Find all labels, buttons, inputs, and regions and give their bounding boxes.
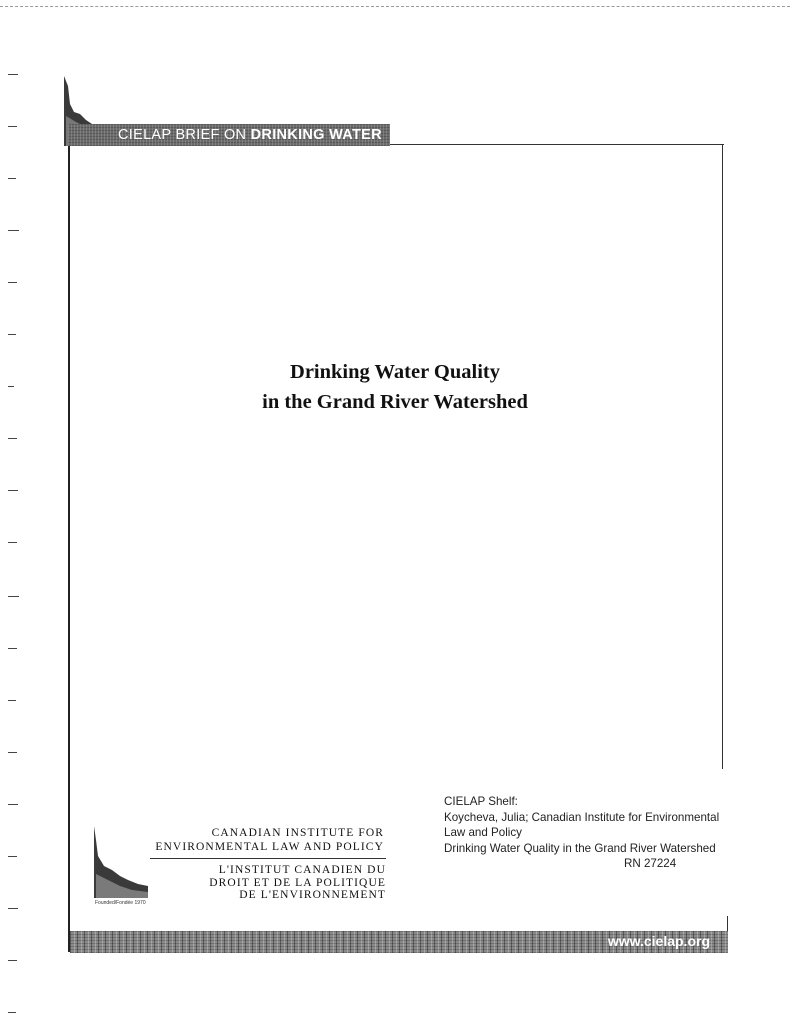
footer-url: www.cielap.org (607, 933, 710, 949)
document-title-line1: Drinking Water Quality (290, 361, 500, 383)
shelf-info (444, 794, 774, 872)
org-english-line2: ENVIRONMENTAL LAW AND POLICY (155, 841, 384, 853)
document-title (150, 357, 640, 417)
org-name-english (128, 826, 384, 854)
org-french-line1: L'INSTITUT CANADIEN DU (218, 864, 386, 876)
frame-right-border (722, 144, 723, 769)
shelf-doc-title: Drinking Water Quality in the Grand River Watershed (444, 841, 716, 855)
frame-left-border (68, 146, 70, 952)
shelf-label: CIELAP Shelf: (444, 795, 518, 808)
shelf-authors-line1: Koycheva, Julia; Canadian Institute for Environmental (444, 810, 720, 824)
footer-band (70, 931, 728, 953)
header-banner (68, 124, 390, 146)
org-english-line1: CANADIAN INSTITUTE FOR (211, 827, 384, 839)
org-divider (150, 858, 386, 859)
org-french-line3: DE L'ENVIRONNEMENT (239, 889, 386, 901)
document-title-line2: in the Grand River Watershed (262, 391, 528, 413)
org-name-french (150, 864, 386, 902)
founded-note: Founded/Fondée 1970 (95, 900, 146, 906)
scan-top-rule (0, 6, 790, 7)
shelf-authors-line2: Law and Policy (444, 826, 522, 839)
banner-prefix: CIELAP BRIEF ON (118, 127, 251, 143)
banner-emphasis: DRINKING WATER (250, 127, 382, 143)
shelf-record-number: RN 27224 (624, 857, 677, 870)
header-rule (390, 144, 724, 145)
banner-title (118, 127, 382, 143)
org-french-line2: DROIT ET DE LA POLITIQUE (209, 876, 386, 889)
